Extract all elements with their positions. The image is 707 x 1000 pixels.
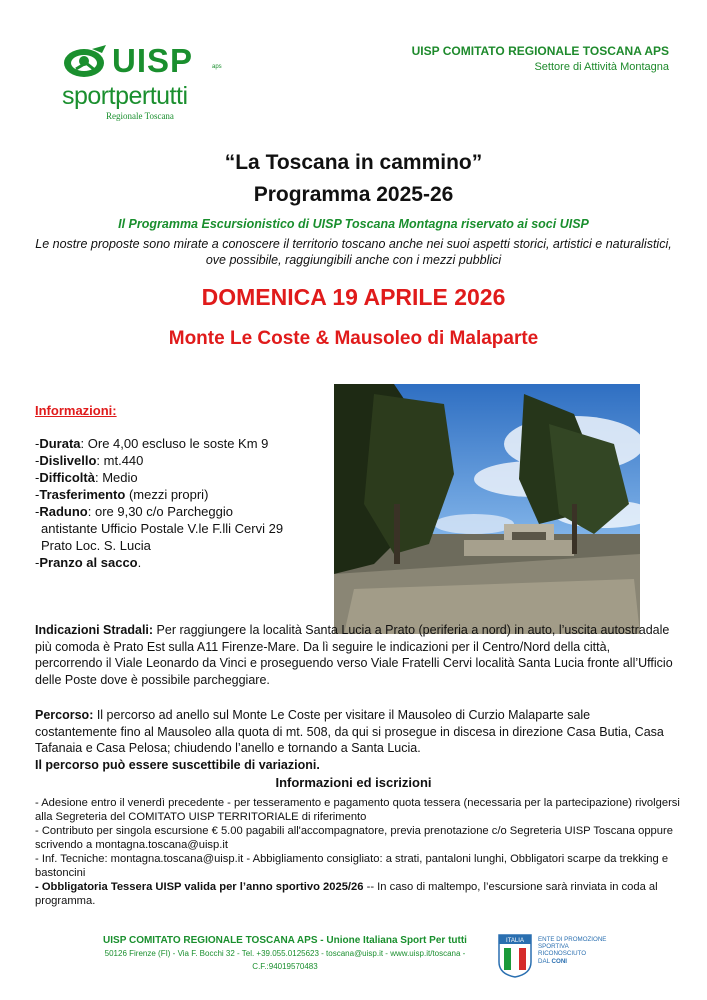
registration-line: - Contributo per singola escursione € 5.00 pagabili all'accompagnatore, previa prenotazione c/o Segreteria UISP Toscana oppure scrivendo a montagna.toscana@uisp.it xyxy=(35,825,673,851)
coni-line xyxy=(538,958,606,965)
header-org-block xyxy=(412,44,669,73)
road-directions xyxy=(35,622,675,688)
membership-required: - Obbligatoria Tessera UISP valida per l’anno sportivo 2025/26 xyxy=(35,881,364,893)
raduno-value: : ore 9,30 c/o Parcheggio xyxy=(87,504,233,519)
logo-brand: UISP xyxy=(112,42,194,79)
difficolta-label: Difficoltà xyxy=(39,470,95,485)
raduno-line2: antistante Ufficio Postale V.le F.lli Cervi 29 xyxy=(41,521,284,536)
trasferimento-value: (mezzi propri) xyxy=(125,487,209,502)
event-title: Monte Le Coste & Mausoleo di Malaparte xyxy=(168,328,539,349)
coni-badge xyxy=(498,934,628,984)
footer xyxy=(95,935,475,972)
dislivello-value: : mt.440 xyxy=(96,453,144,468)
registration-line: - Adesione entro il venerdì precedente - per tesseramento e pagamento quota tessera (necessaria per la partecipazione) rivolgersi alla Segreteria del COMITATO UISP TERRITORIALE di riferimento xyxy=(35,797,680,823)
coni-text xyxy=(538,936,606,965)
info-trasferimento: -Trasferimento (mezzi propri) xyxy=(35,487,209,502)
footer-org: UISP COMITATO REGIONALE TOSCANA APS - Unione Italiana Sport Per tutti xyxy=(103,935,467,946)
program-subtitle: Il Programma Escursionistico di UISP Toscana Montagna riservato ai soci UISP xyxy=(118,217,589,231)
logo-aps: aps xyxy=(212,64,222,70)
route-text: Il percorso ad anello sul Monte Le Coste per visitare il Mausoleo di Curzio Malaparte sale costantemente fino al Mausoleo alla quota di mt. 508, da qui si prosegue in discesa in direzione Casa Butia, Casa Tafanaia e Casa Pelosa; chiudendo l’anello e tornando a Santa Lucia. xyxy=(35,708,664,755)
dislivello-label: Dislivello xyxy=(39,453,97,468)
route-note: Il percorso può essere suscettibile di variazioni. xyxy=(35,757,320,772)
registration-line xyxy=(35,880,685,908)
registration-line: - Inf. Tecniche: montagna.toscana@uisp.it - Abbigliamento consigliato: a strati, pantaloni lunghi, Obbligatori scarpe da trekking e bastoncini xyxy=(35,853,669,879)
raduno-line3: Prato Loc. S. Lucia xyxy=(41,538,151,553)
footer-tax-code: C.F.:94019570483 xyxy=(252,962,318,971)
route-description xyxy=(35,707,675,773)
info-raduno: -Raduno: ore 9,30 c/o Parcheggio xyxy=(35,504,233,519)
program-title: Programma 2025-26 xyxy=(253,183,454,206)
logo-region: Regionale Toscana xyxy=(106,111,174,121)
italia-label: ITALIA xyxy=(506,938,524,944)
trasferimento-label: Trasferimento xyxy=(39,487,126,502)
raduno-label: Raduno xyxy=(39,504,88,519)
org-name: UISP COMITATO REGIONALE TOSCANA APS xyxy=(411,44,669,58)
info-durata: -Durata: Ore 4,00 escluso le soste Km 9 xyxy=(35,436,269,451)
event-date: DOMENICA 19 APRILE 2026 xyxy=(201,284,506,310)
logo-tagline: sportpertutti xyxy=(62,82,188,110)
info-dislivello: -Dislivello: mt.440 xyxy=(35,453,144,468)
uisp-logo xyxy=(62,40,242,122)
durata-value: : Ore 4,00 escluso le soste Km 9 xyxy=(80,436,269,451)
coni-line: ENTE DI PROMOZIONE xyxy=(538,936,607,943)
registration-heading: Informazioni ed iscrizioni xyxy=(275,775,432,790)
coni-pre: DAL xyxy=(538,957,552,965)
page-title: “La Toscana in cammino” xyxy=(224,151,483,174)
difficolta-value: : Medio xyxy=(94,470,138,485)
coni-line: RICONOSCIUTO xyxy=(538,950,587,958)
program-description: Le nostre proposte sono mirate a conoscere il territorio toscano anche nei suoi aspetti storici, artistici e naturalistici, ove possibile, raggiungibili anche con i mezzi pubblici xyxy=(35,237,672,267)
route-label: Percorso: xyxy=(35,708,94,722)
footer-address: 50126 Firenze (FI) - Via F. Bocchi 32 - Tel. +39.055.0125623 - toscana@uisp.it - www.uisp.it/toscana - xyxy=(104,949,466,958)
org-sector: Settore di Attività Montagna xyxy=(534,61,669,73)
registration-list xyxy=(35,796,685,908)
road-directions-label: Indicazioni Stradali: xyxy=(35,623,154,637)
info-pranzo: -Pranzo al sacco. xyxy=(35,555,142,570)
coni-bold: CONI xyxy=(551,957,567,965)
bad-weather-note: -- In caso di maltempo, l’escursione sarà rinviata in coda al programma. xyxy=(35,881,658,907)
mausoleum-photo xyxy=(334,384,640,634)
pranzo-label: Pranzo al sacco xyxy=(39,555,138,570)
coni-line: SPORTIVA xyxy=(538,943,569,951)
durata-label: Durata xyxy=(39,436,81,451)
road-directions-text: Per raggiungere la località Santa Lucia a Prato (periferia a nord) in auto, l’uscita autostradale più comoda è Prato Est sulla A11 Firenze-Mare. Da lì seguire le indicazioni per il Centro/Nord della città, percorrendo il Viale Leonardo da Vinci e proseguendo verso Viale Fratelli Cervi località Santa Lucia fronte all’Ufficio delle Poste dove è possibile parcheggiare. xyxy=(35,623,673,687)
runner-globe-icon xyxy=(62,43,110,83)
italia-shield-icon xyxy=(498,934,532,978)
info-difficolta: -Difficoltà: Medio xyxy=(35,470,138,485)
info-heading: Informazioni: xyxy=(35,403,117,418)
pranzo-suffix: . xyxy=(137,555,142,570)
info-list xyxy=(35,435,335,571)
